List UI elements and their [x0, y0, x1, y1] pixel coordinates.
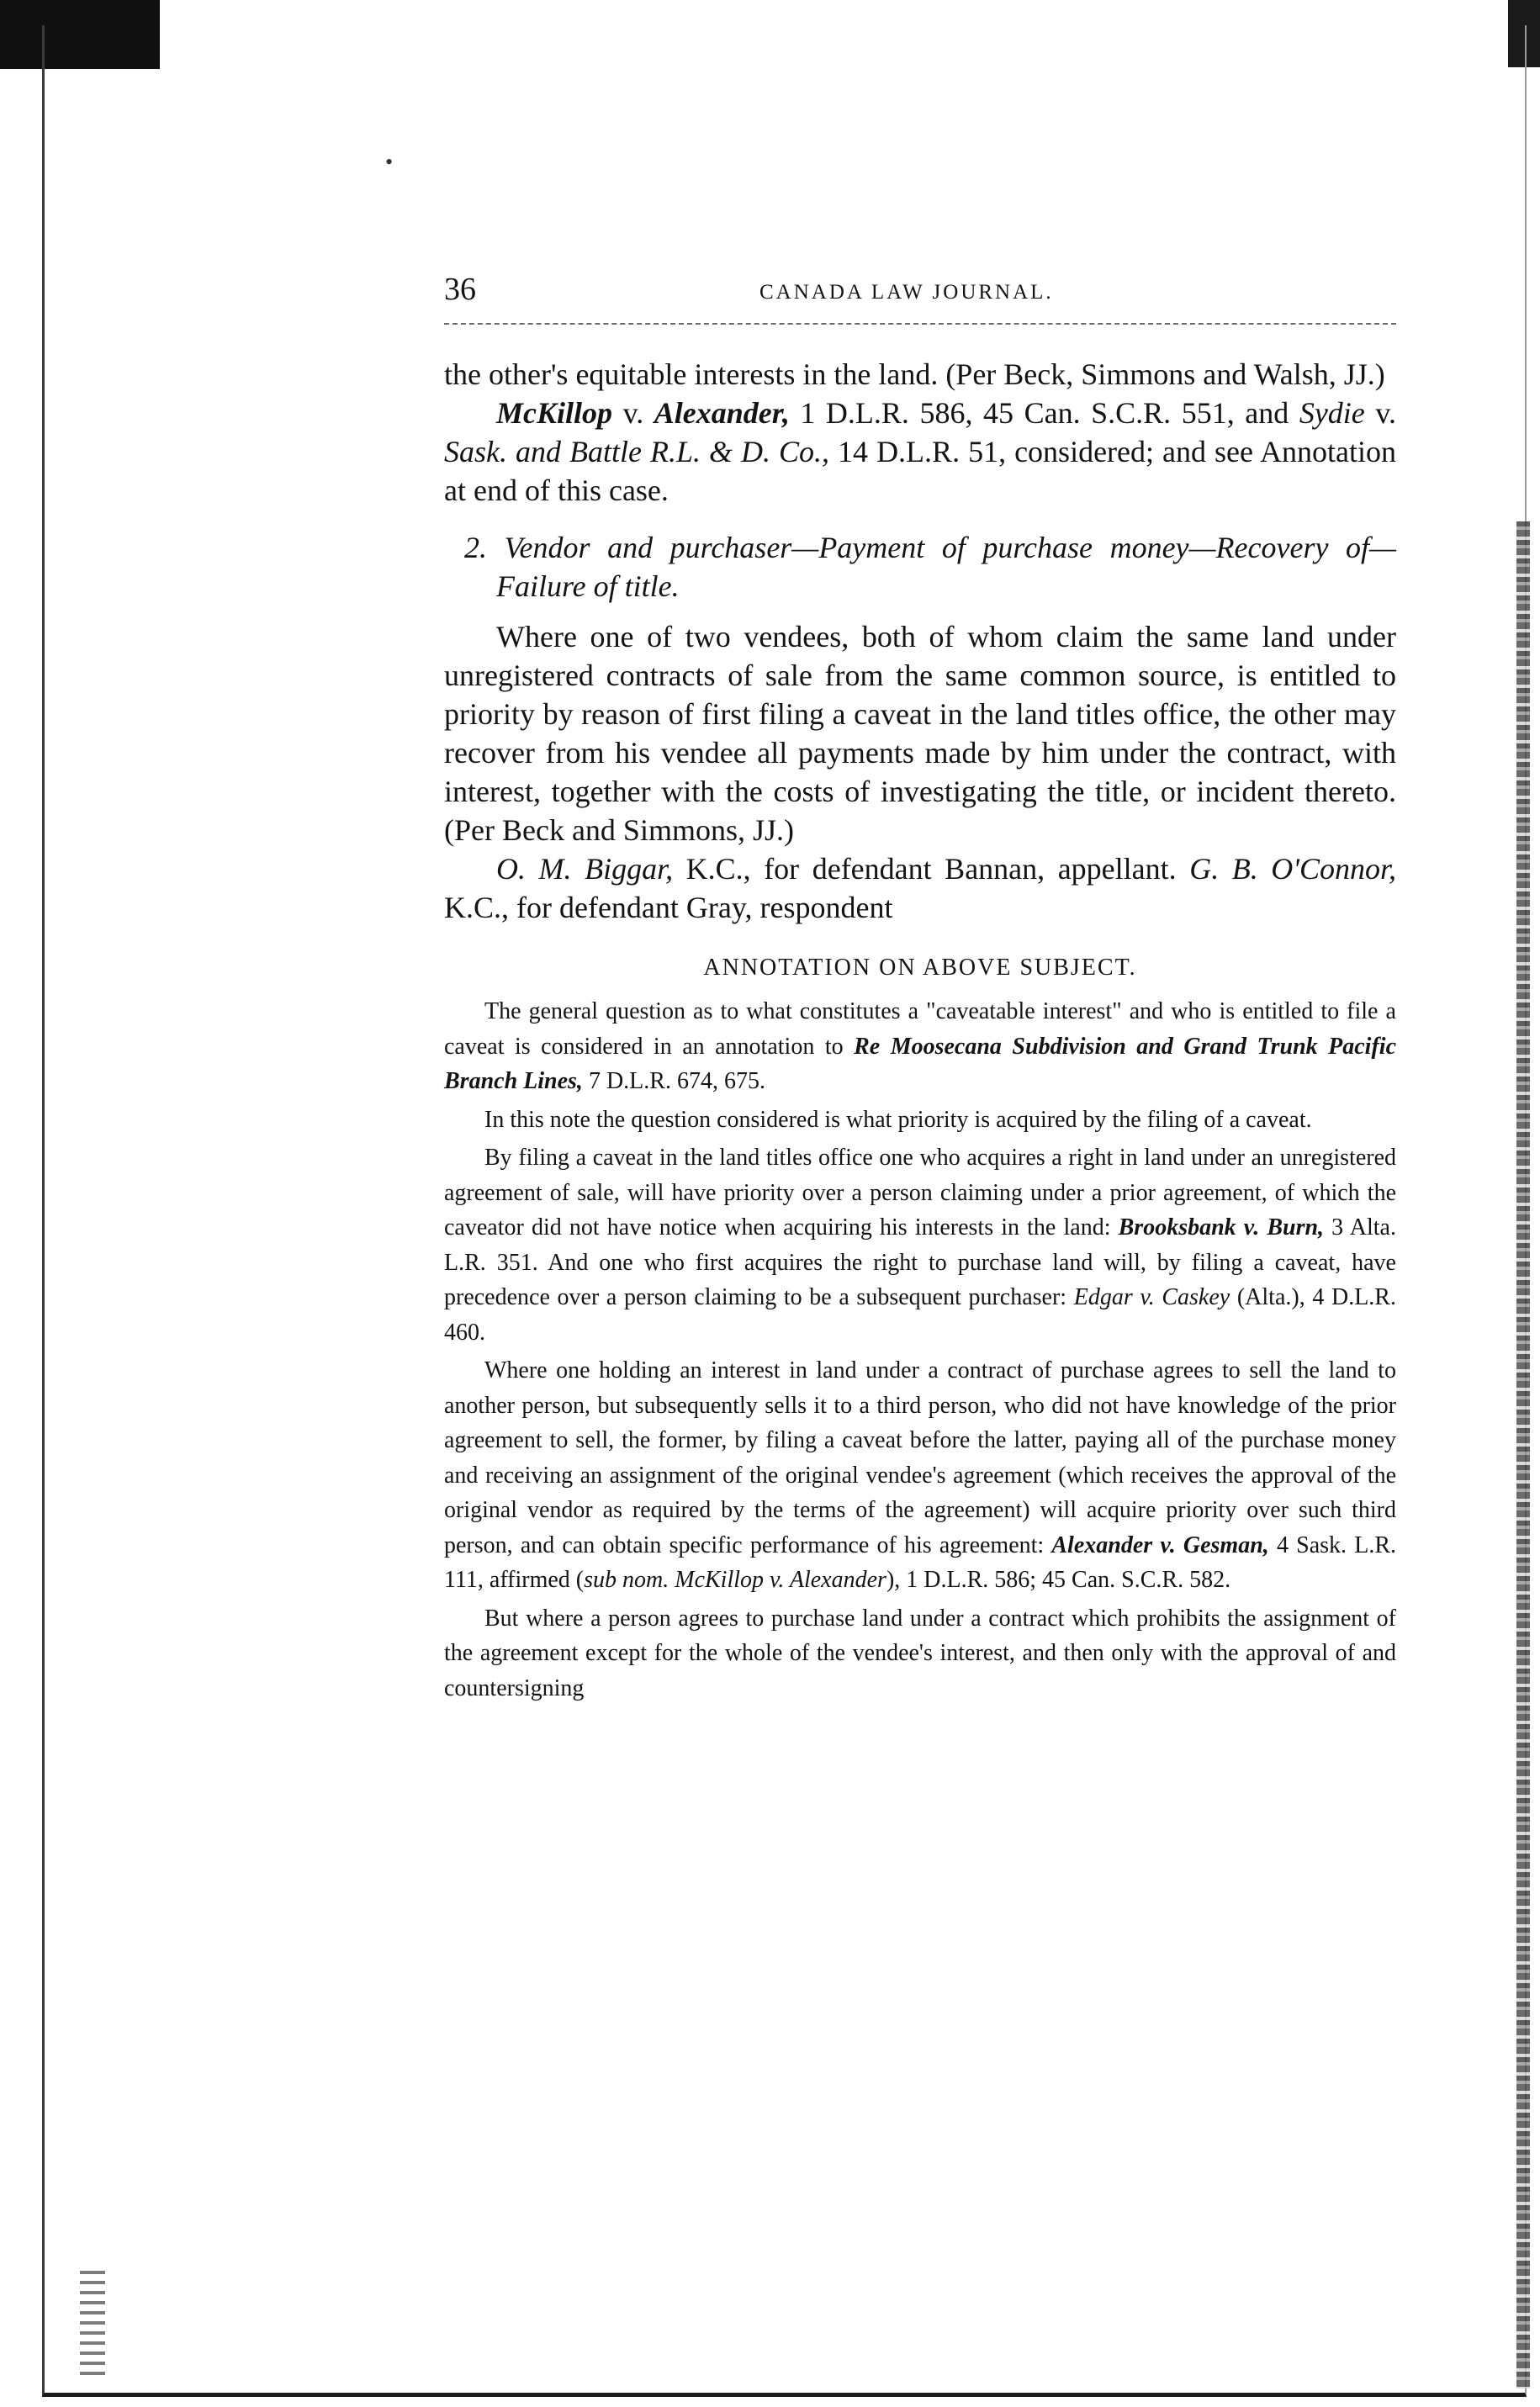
case-name: Re Moosecana Subdivision and Grand Trunk Pacific Branch Lines,	[444, 1033, 1396, 1094]
citation-text: 1 D.L.R. 586, 45 Can. S.C.R. 551, and	[789, 396, 1299, 430]
header-rule	[444, 323, 1396, 325]
counsel-name: O. M. Biggar,	[496, 852, 674, 886]
annotation-paragraph	[444, 1140, 1396, 1350]
note-text: By filing a caveat in the land titles office one who acquires a right in land under an unregistered agreement of sale, will have priority over a person claiming under a prior agreement, of which the caveator did not have notice when acquiring his interests in the land:	[444, 1145, 1396, 1241]
note-text: 4 Sask. L.R. 111, affirmed (	[444, 1531, 1396, 1593]
paragraph-continued: the other's equitable interests in the land. (Per Beck, Simmons and Walsh, JJ.)	[444, 357, 1385, 391]
case-name: Alexander,	[654, 396, 790, 430]
running-head: CANADA LAW JOURNAL.	[759, 281, 1054, 304]
annotation-heading: ANNOTATION ON ABOVE SUBJECT.	[703, 955, 1137, 981]
annotation-paragraph	[444, 994, 1396, 1099]
note-text: (Alta.), 4 D.L.R. 460.	[444, 1284, 1396, 1346]
scan-edge-right	[1516, 521, 1530, 2388]
headnote: 2. Vendor and purchaser—Payment of purchase money—Recovery of—Failure of title.	[464, 531, 1396, 603]
annotation-paragraph: In this note the question considered is what priority is acquired by the filing of a caveat.	[484, 1106, 1312, 1133]
case-name: Edgar v. Caskey	[1073, 1284, 1230, 1310]
annotation-paragraph: But where a person agrees to purchase land under a contract which prohibits the assignment of the agreement except for the whole of the vendee's interest, and then only with the approval of and countersigning	[444, 1605, 1396, 1701]
case-name: Sask. and Battle R.L. & D. Co.,	[444, 435, 830, 468]
annotation-paragraph	[444, 1353, 1396, 1598]
note-text: The general question as to what constitutes a "caveatable interest" and who is entitled to file a caveat is considered in an annotation to	[444, 998, 1396, 1060]
paragraph-holding: Where one of two vendees, both of whom claim the same land under unregistered contracts of sale from the same common source, is entitled to priority by reason of first filing a caveat in the land titles office, the other may recover from his vendee all payments made by him under the contract, with interest, together with the costs of investigating the title, or incident thereto. (Per Beck and Simmons, JJ.)	[444, 620, 1396, 847]
page-body	[444, 355, 1396, 1706]
note-text: Where one holding an interest in land under a contract of purchase agrees to sell the land to another person, but subsequently sells it to a third person, who did not have knowledge of the prior agreement to sell, the former, by filing a caveat before the latter, paying all of the purchase money and receiving an assignment of the original vendee's agreement (which receives the approval of the original vendor as required by the terms of the agreement) will acquire priority over such third person, and can obtain specific performance of his agreement:	[444, 1357, 1396, 1558]
case-name: Brooksbank v. Burn,	[1118, 1214, 1325, 1241]
note-text: 7 D.L.R. 674, 675.	[582, 1068, 765, 1094]
page-header	[444, 271, 1396, 321]
paragraph-counsel	[444, 849, 1396, 927]
counsel-text: K.C., for defendant Gray, respondent	[444, 891, 893, 924]
scan-speck: •	[385, 150, 394, 174]
case-name: sub nom. McKillop v. Alexander	[584, 1567, 886, 1593]
note-text: 3 Alta. L.R. 351. And one who first acquires the right to purchase land will, by filing a caveat, have precedence over a person claiming to be a subsequent purchaser:	[444, 1214, 1396, 1310]
paragraph-citations	[444, 394, 1396, 510]
case-name: McKillop	[496, 396, 613, 430]
page-number: 36	[444, 272, 476, 307]
scan-edge-bottom-left	[80, 2271, 105, 2380]
versus: v.	[1364, 396, 1396, 430]
case-name: Alexander v. Gesman,	[1051, 1531, 1269, 1558]
counsel-text: K.C., for defendant Bannan, appellant.	[673, 852, 1190, 886]
counsel-name: G. B. O'Connor,	[1189, 852, 1397, 886]
case-name: Sydie	[1299, 396, 1365, 430]
note-text: ), 1 D.L.R. 586; 45 Can. S.C.R. 582.	[886, 1567, 1231, 1593]
citation-text: 14 D.L.R. 51, considered; and see Annotation at end of this case.	[444, 435, 1396, 507]
versus: v.	[612, 396, 654, 430]
